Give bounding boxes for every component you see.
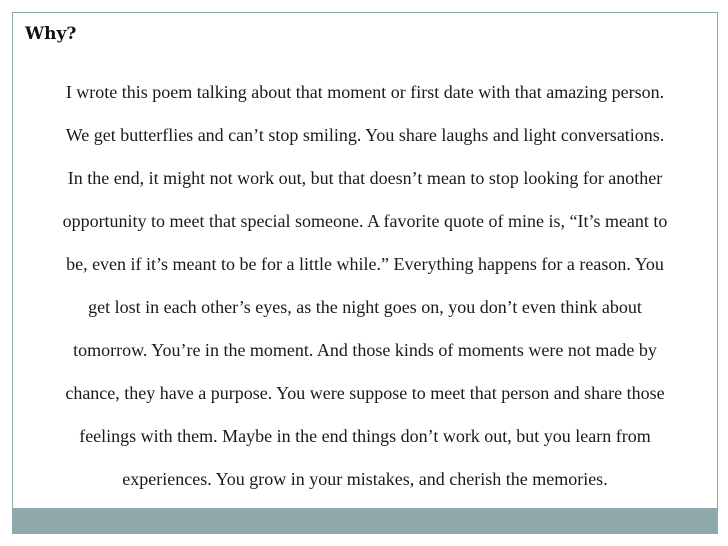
body-line: I wrote this poem talking about that moment or first date with that amazing person. xyxy=(65,82,665,102)
footer-accent-bar xyxy=(12,508,718,534)
slide-body xyxy=(13,77,717,507)
body-line: tomorrow. You’re in the moment. And those kinds of moments were not made by xyxy=(73,340,657,360)
slide-frame xyxy=(12,12,718,534)
body-line: chance, they have a purpose. You were suppose to meet that person and share those xyxy=(65,383,665,403)
body-line: In the end, it might not work out, but that doesn’t mean to stop looking for another xyxy=(67,168,663,188)
body-line: be, even if it’s meant to be for a little while.” Everything happens for a reason. You xyxy=(66,254,664,274)
body-line: feelings with them. Maybe in the end things don’t work out, but you learn from xyxy=(79,426,651,446)
body-line: get lost in each other’s eyes, as the night goes on, you don’t even think about xyxy=(88,297,642,317)
body-line: experiences. You grow in your mistakes, and cherish the memories. xyxy=(122,469,608,489)
body-line: opportunity to meet that special someone. A favorite quote of mine is, “It’s meant to xyxy=(62,211,668,231)
body-line: We get butterflies and can’t stop smiling. You share laughs and light conversations. xyxy=(65,125,665,145)
slide-title: Why? xyxy=(25,24,77,44)
